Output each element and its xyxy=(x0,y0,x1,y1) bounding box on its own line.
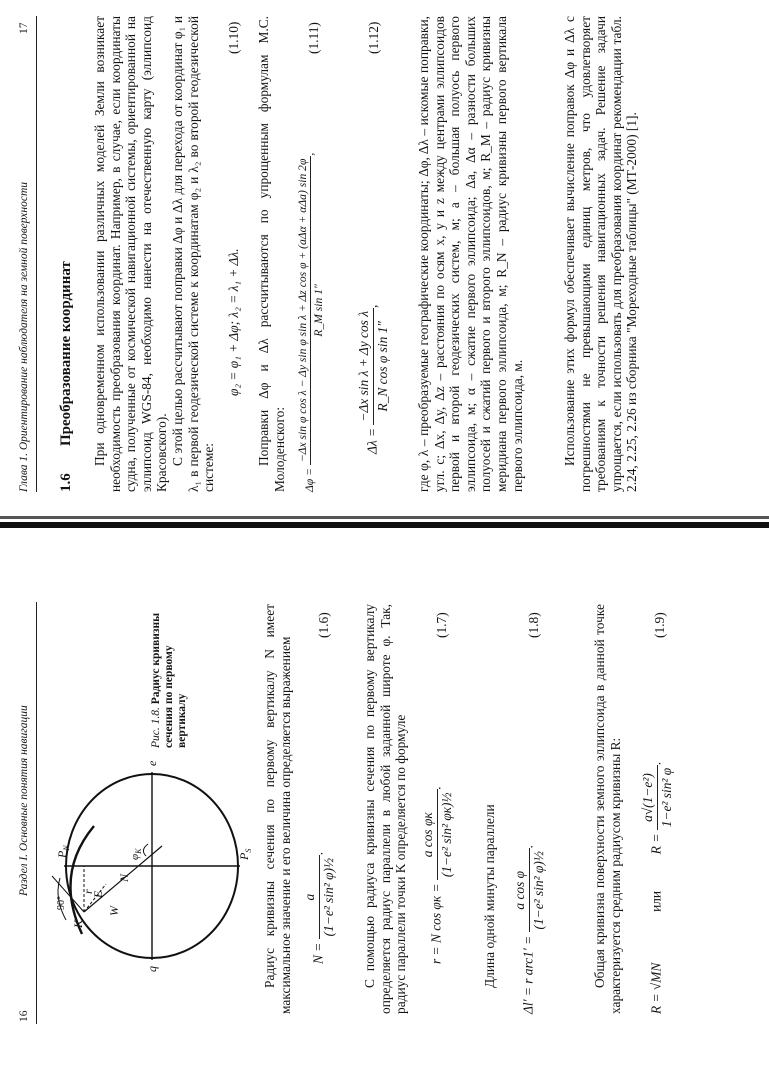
paragraph: Использование этих формул обеспечивает вычисление поправок Δφ и Δλ с погрешностями не превышающими единиц метров, что удовлетворяет требованиям к точности решения навигационных задач. Решение задачи упрощается, если использовать для преобразования координат рекомендации табл. 2.24, 2.25, 2.26 из сборника "Мореходные таблицы" (МТ-2000) [1]. xyxy=(562,16,640,492)
equation-number: (1.12) xyxy=(366,21,381,54)
header-rule xyxy=(36,602,37,1024)
header-rule xyxy=(36,16,37,492)
equation-number: (1.9) xyxy=(652,612,667,638)
page-16 xyxy=(0,552,769,1074)
paragraph: Поправки Δφ и Δλ рассчитываются по упрощенным формулам М.С. Молоденского: xyxy=(256,16,287,492)
caption-text: Радиус кривизны сечения по первому вертикалу xyxy=(150,612,188,748)
running-head: Раздел I. Основные понятия навигации xyxy=(18,705,30,896)
label-r: r xyxy=(81,889,95,894)
equation-1-7: r = N cos φк = a cos φк (1−e² sin² φк)½ . xyxy=(420,786,454,964)
equation-number: (1.8) xyxy=(526,612,541,638)
equation-1-6: N = a (1−e² sin² φ)½ . xyxy=(302,851,336,964)
ellipsoid-figure xyxy=(44,734,254,994)
paragraph: Общая кривизна поверхности земного эллипсоида в данной точке характеризуется средним радиусом кривизны R: xyxy=(592,604,623,1014)
e-line xyxy=(84,884,106,912)
equation-number: (1.11) xyxy=(306,22,321,54)
label-angle: 90° xyxy=(56,896,67,910)
label-k: K xyxy=(71,919,85,928)
label-e-upper: E xyxy=(91,890,105,898)
label-w: W xyxy=(107,906,121,916)
label-n: N xyxy=(117,873,131,882)
paragraph: С этой целью рассчитывают поправки Δφ и Δλ для перехода от координат φ₁ и λ₁ в первой геодезической системе к координатам φ₂ и λ₂ во второй геодезической системе: xyxy=(170,16,217,492)
paragraph: С помощью радиуса кривизны сечения по первому вертикалу определяется радиус параллели в любой заданной широте φ. Так, радиус параллели точки K определяется по формуле xyxy=(362,604,409,1014)
equation-1-11: Δφ = −Δx sin φ cos λ − Δy sin φ sin λ + Δz cos φ + (aΔα + αΔa) sin 2φ R_M sin 1″ , xyxy=(296,152,325,492)
paragraph: Длина одной минуты параллели xyxy=(482,804,497,988)
label-q: q xyxy=(145,966,159,972)
equation-1-12: Δλ = −Δx sin λ + Δy cos λ R_N cos φ sin 1″ , xyxy=(356,304,390,454)
first-vertical-arc xyxy=(70,826,94,934)
page-number: 17 xyxy=(18,22,30,34)
paragraph: где φ, λ – преобразуемые географические координаты; Δφ, Δλ – искомые поправки, угл. с; Δx, Δy, Δz – расстояния по осям x, y и z между центрами эллипсоидов первой и второй геодезических систем, м; a – большая полуось первого эллипсоида, м; α – сжатие первого эллипсоида; Δa, Δα – разности больших полуосей и сжатий первого и второго эллипсоидов, м; R_M – радиус кривизны меридиана первого эллипсоида, м; R_N – радиус кривизны первого вертикала первого эллипсоида, м. xyxy=(416,16,525,492)
paragraph: Радиус кривизны сечения по первому вертикалу N имеет максимальное значение и его величина определяется выражением xyxy=(262,604,293,1014)
equation-1-10: φ₂ = φ₁ + Δφ; λ₂ = λ₁ + Δλ. xyxy=(226,248,241,396)
equation-number: (1.10) xyxy=(226,21,241,54)
section-number: 1.6 xyxy=(58,473,74,492)
section-title: Преобразование координат xyxy=(58,261,74,446)
equation-number: (1.6) xyxy=(316,612,331,638)
label-ps: $P_S$ xyxy=(237,848,253,860)
running-head: Глава 1. Ориентирование наблюдателя на земной поверхности xyxy=(18,181,30,492)
label-e: e xyxy=(145,760,159,766)
equation-number: (1.7) xyxy=(434,612,449,638)
phi-arc xyxy=(143,844,148,856)
figure-caption xyxy=(150,598,189,748)
paragraph: При одновременном использовании различных моделей Земли возникает необходимость преобразования координат. Например, в случае, если координаты судна, полученные от космической навигационной системы, ориентированной на эллипсоид WGS-84, необходимо нанести на отечественную карту (эллипсоид Красовского). xyxy=(92,16,170,492)
equation-1-9: R = √MN или R = a√(1−e²) 1−e² sin² φ . xyxy=(640,761,674,1014)
label-pn: $P_N$ xyxy=(55,845,71,858)
page-number: 16 xyxy=(18,1010,30,1022)
page-17 xyxy=(0,0,769,526)
label-phi: $\varphi_K$ xyxy=(129,848,143,860)
equation-1-8: Δl′ = r arc1′ = a cos φ (1−e² sin² φ)½ . xyxy=(512,844,546,1014)
caption-title: Рис. 1.8. xyxy=(150,707,162,748)
